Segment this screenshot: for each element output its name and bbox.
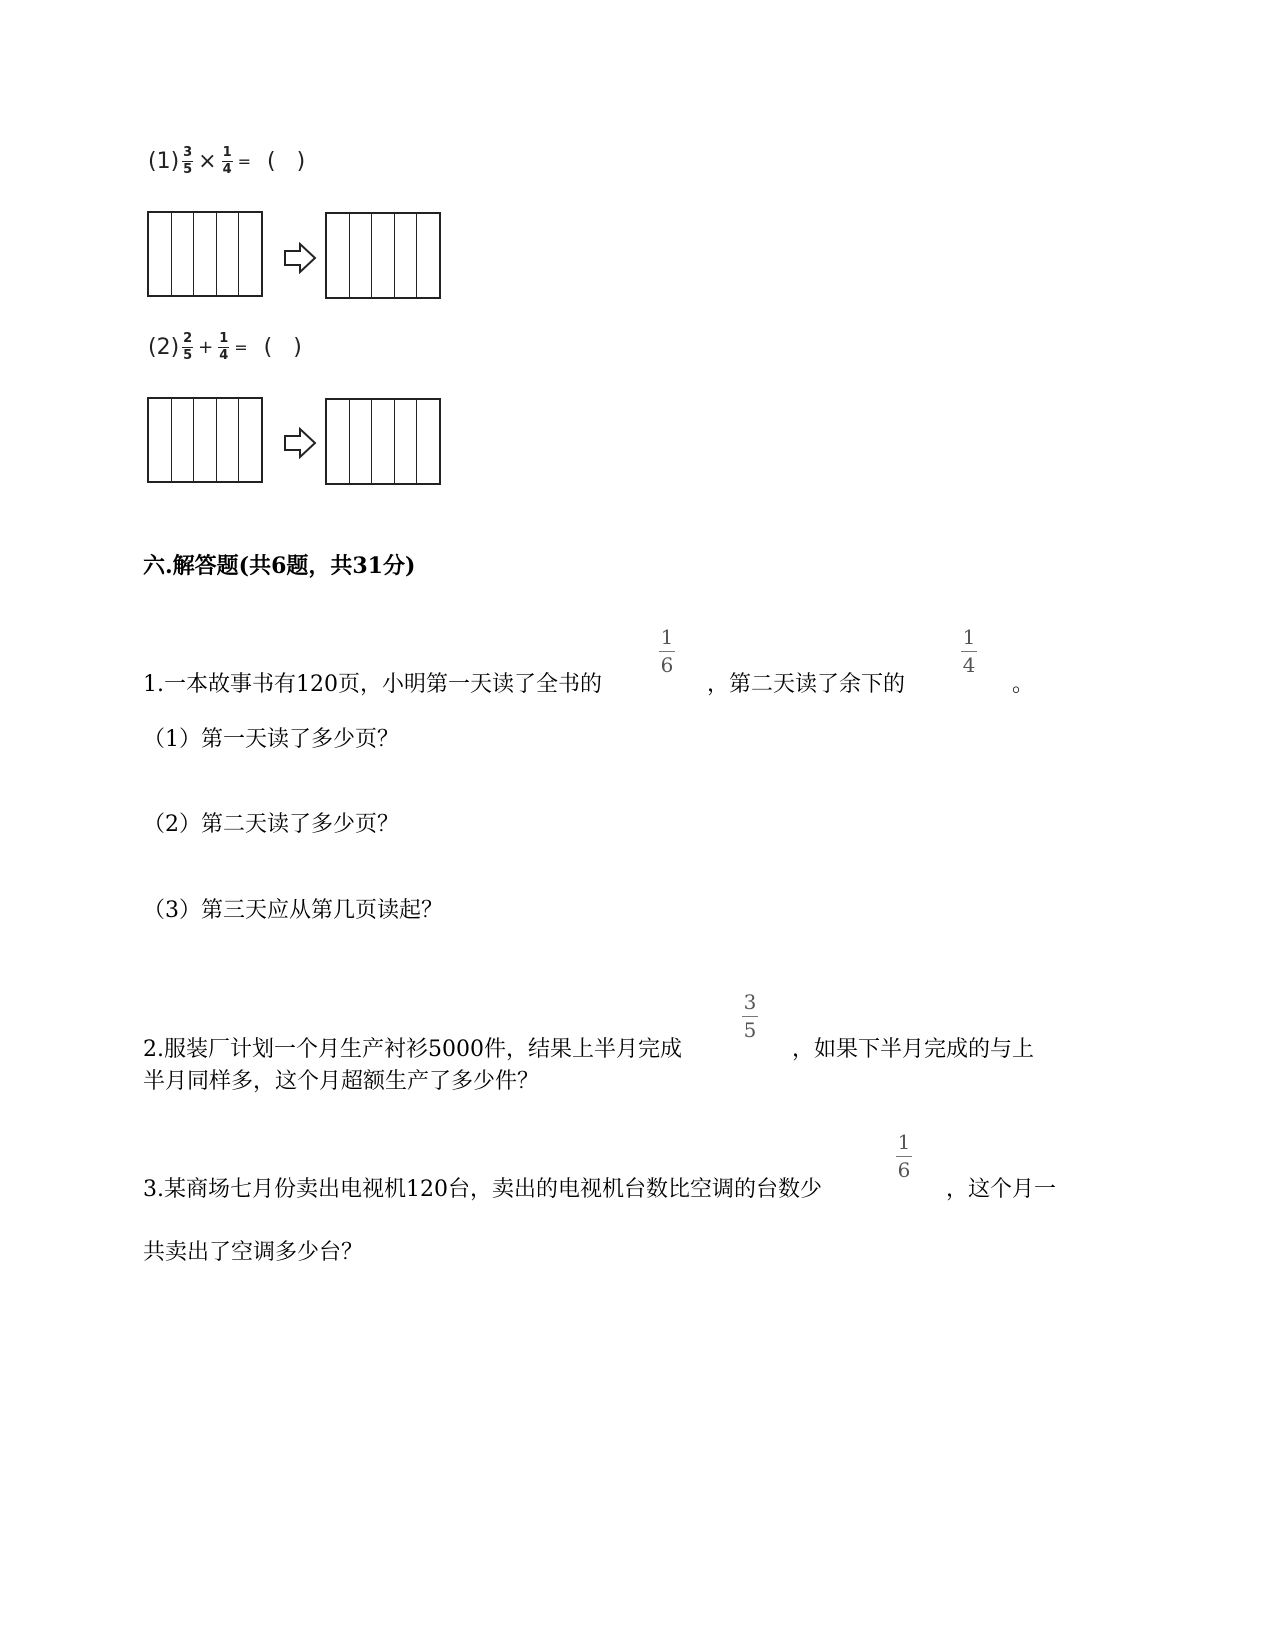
multiply-operator: × <box>198 149 217 174</box>
plus-operator: + <box>198 337 214 358</box>
fraction-1-4: 1 4 <box>219 331 229 363</box>
fraction-2-5: 2 5 <box>183 331 193 363</box>
question-1-text-c: 。 <box>1012 672 1035 697</box>
fraction-1-6: 1 6 <box>660 625 674 677</box>
question-1-sub-3: （3）第三天应从第几页读起？ <box>143 898 443 923</box>
equals-sign: = <box>237 152 252 171</box>
fraction-1-4: 1 4 <box>962 625 976 677</box>
fraction-3-5: 3 5 <box>743 990 757 1042</box>
question-3-text-b: ，这个月一 <box>946 1177 1057 1202</box>
fraction-grid-right-2 <box>325 398 441 485</box>
fraction-grid-right-1 <box>325 212 441 299</box>
question-1-text-a: 1.一本故事书有120页，小明第一天读了全书的 <box>143 672 602 697</box>
answer-blank: ( ) <box>267 149 306 174</box>
fraction-grid-left-2 <box>147 397 263 483</box>
figure-label-number: (1) <box>148 149 180 174</box>
fraction-1-4: 1 4 <box>222 145 232 177</box>
figure-label-number: (2) <box>148 335 180 360</box>
figure-1-label <box>148 146 305 177</box>
question-2-text-b: ，如果下半月完成的与上 <box>792 1037 1035 1062</box>
answer-blank: ( ) <box>263 335 302 360</box>
figure-2-label <box>148 332 302 363</box>
question-2-text-a: 2.服装厂计划一个月生产衬衫5000件，结果上半月完成 <box>143 1037 682 1062</box>
question-1-sub-1: （1）第一天读了多少页？ <box>143 727 399 752</box>
fraction-1-6: 1 6 <box>897 1130 911 1182</box>
fraction-grid-left-1 <box>147 211 263 297</box>
question-1-text-b: ，第二天读了余下的 <box>707 672 906 697</box>
right-arrow-icon <box>283 242 317 274</box>
question-3-line-2: 共卖出了空调多少台？ <box>143 1240 364 1265</box>
fraction-3-5: 3 5 <box>183 145 193 177</box>
right-arrow-icon <box>283 427 317 459</box>
question-2-line-2: 半月同样多，这个月超额生产了多少件？ <box>143 1069 540 1094</box>
section-title: 六.解答题(共6题，共31分) <box>143 553 416 579</box>
question-1-sub-2: （2）第二天读了多少页？ <box>143 812 399 837</box>
question-3-text-a: 3.某商场七月份卖出电视机120台，卖出的电视机台数比空调的台数少 <box>143 1177 822 1202</box>
equals-sign: = <box>234 338 248 357</box>
